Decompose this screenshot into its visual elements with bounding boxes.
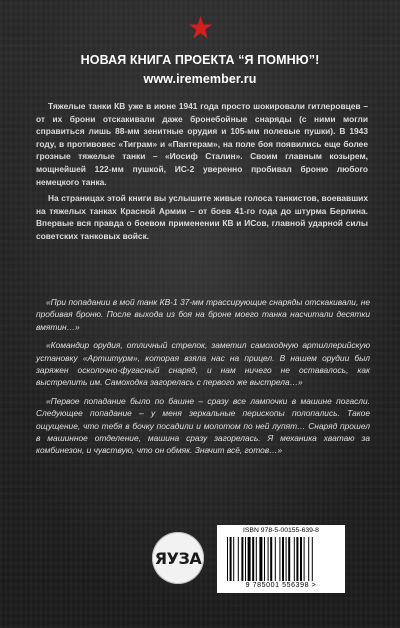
barcode-icon xyxy=(225,537,337,581)
quote-paragraph: «Первое попадание было по башне – сразу все лампочки в машине погасли. Следующее попадание – у меня зеркальные перископы полопались. Такое ощущение, что тебя в бочку посадили и молотом по ней лупят… Снаряд прошел в машинное отделение, машина сразу загорелась. Я механика хватаю за комбинезон, и чувствую, что он обмяк. Значит всё, готов…» xyxy=(36,395,370,456)
book-description xyxy=(36,100,368,247)
barcode-block xyxy=(217,525,345,593)
red-star-icon xyxy=(188,15,213,40)
project-headline: НОВАЯ КНИГА ПРОЕКТА “Я ПОМНЮ”! xyxy=(80,53,320,67)
quote-paragraph: «При попадании в мой танк КВ-1 37-мм трассирующие снаряды отскакивали, не пробивая броню. После выхода из боя на броне моего танка насчитали десятки вмятин…» xyxy=(36,297,370,332)
website-url: www.iremember.ru xyxy=(143,72,257,86)
isbn-label: ISBN 978-5-00155-639-8 xyxy=(243,527,319,534)
publisher-logo xyxy=(152,532,204,584)
description-paragraph: На страницах этой книги вы услышите живые голоса танкистов, воевавших на тяжелых танках Красной Армии – от боев 41-го года до штурма Берлина. Впервые вся правда о боевом применении КВ и ИСов, главной ударной силы советских танковых войск. xyxy=(36,193,368,241)
veteran-quotes xyxy=(36,296,370,463)
description-paragraph: Тяжелые танки КВ уже в июне 1941 года просто шокировали гитлеровцев – от их брони отскакивали даже бронебойные снаряды (с ними могли справиться лишь 88-мм зенитные орудия и 105-мм полевые пушки). В 1943 году, в противовес «Тиграм» и «Пантерам», на поле боя появились еще более грозные тяжелые танки – «Иосиф Сталин». Своим главным козырем, мощнейшей 122-мм пушкой, ИС-2 уверенно пробивал броню любого немецкого танка. xyxy=(36,101,368,187)
quote-paragraph: «Командир орудия, отличный стрелок, заметил самоходную артиллерийскую установку «Артштурм», которая взяла нас на прицел. В нашем орудии был заряжен осколочно-фугасный снаряд, и нам ничего не оставалось, как выстрелить им. Самоходка загорелась с первого же выстрела…» xyxy=(36,340,370,388)
barcode-number: 9 785001 556398 > xyxy=(245,582,317,589)
publisher-logo-text: ЯУЗА xyxy=(154,548,202,568)
